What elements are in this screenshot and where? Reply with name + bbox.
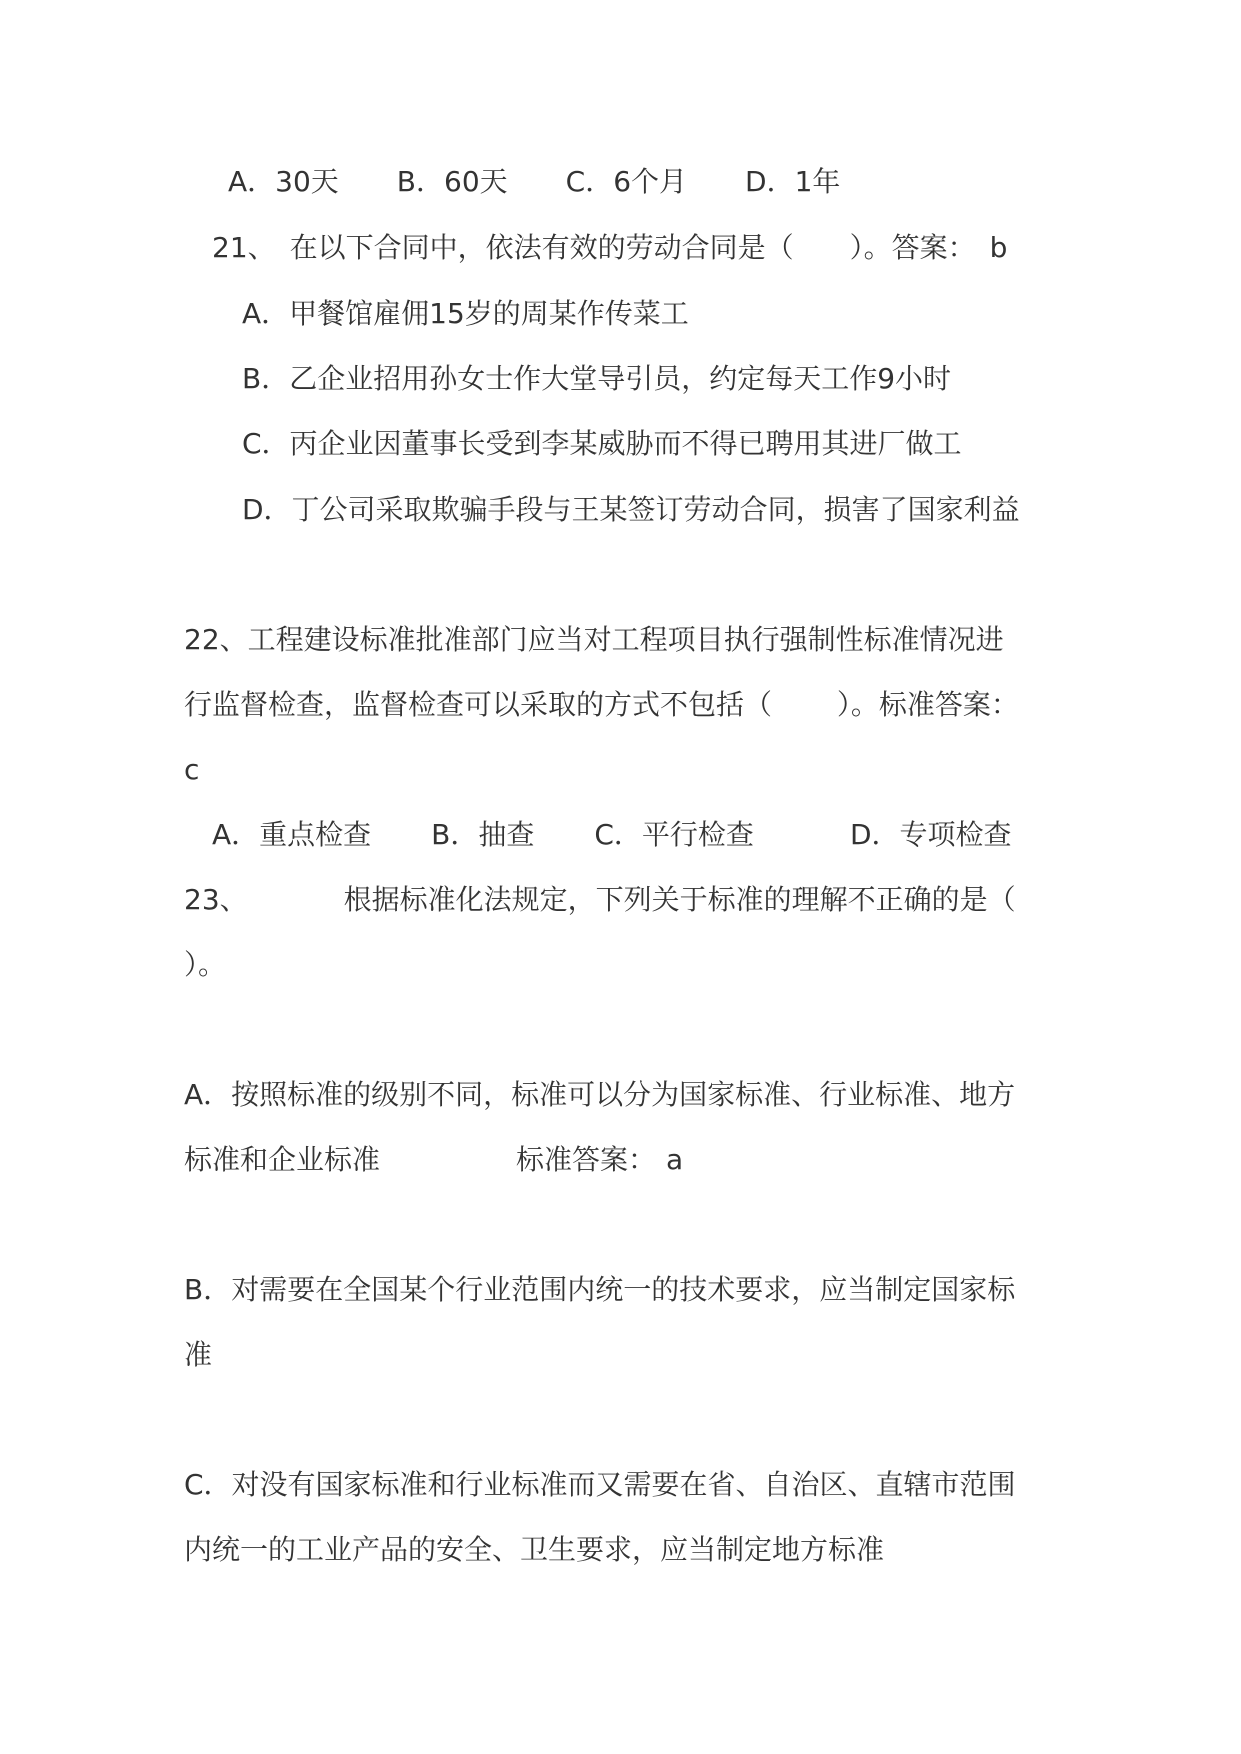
- q22-stem-line2: 行监督检查，监督检查可以采取的方式不包括（ ）。标准答案：: [184, 688, 1019, 721]
- q23-number: 23、: [184, 883, 248, 916]
- q23-option-a-text: 标准和企业标准: [184, 1143, 381, 1176]
- q21-option-d: D．丁公司采取欺骗手段与王某签订劳动合同，损害了国家利益: [242, 493, 1020, 526]
- q21-answer: b: [989, 231, 1008, 264]
- q23-answer-label: 标准答案：: [516, 1143, 657, 1176]
- q22-answer: c: [184, 753, 200, 786]
- q23-option-b-line2: 准: [184, 1338, 213, 1371]
- q23-stem-end: ）。: [184, 948, 227, 981]
- q20-option-c: C．6个月: [565, 165, 688, 198]
- q22-stem-line1: 22、工程建设标准批准部门应当对工程项目执行强制性标准情况进: [184, 623, 1004, 656]
- q23-stem: [184, 880, 1016, 920]
- q22-option-a: A．重点检查: [212, 818, 372, 851]
- q21-stem-text: 在以下合同中，依法有效的劳动合同是（ ）。答案：: [289, 231, 976, 264]
- q23-option-c-line1: C．对没有国家标准和行业标准而又需要在省、自治区、直辖市范围: [184, 1468, 1016, 1501]
- q20-option-d: D．1年: [745, 165, 841, 198]
- q23-option-b-line1: B．对需要在全国某个行业范围内统一的技术要求，应当制定国家标: [184, 1273, 1016, 1306]
- q22-option-d: D．专项检查: [849, 818, 1012, 851]
- q21-option-b: B．乙企业招用孙女士作大堂导引员，约定每天工作9小时: [242, 362, 952, 395]
- q21-option-a: A．甲餐馆雇佣15岁的周某作传菜工: [242, 297, 689, 330]
- q21-number: 21、: [212, 231, 276, 264]
- q23-stem-text: 根据标准化法规定，下列关于标准的理解不正确的是（: [343, 883, 1016, 916]
- q23-option-c-line2: 内统一的工业产品的安全、卫生要求，应当制定地方标准: [184, 1533, 885, 1566]
- q21-option-c: C．丙企业因董事长受到李某威胁而不得已聘用其进厂做工: [242, 427, 962, 460]
- q23-option-a-line1: A．按照标准的级别不同，标准可以分为国家标准、行业标准、地方: [184, 1078, 1016, 1111]
- q22-options-row: [212, 815, 1012, 855]
- q20-options-row: [228, 162, 840, 202]
- q20-option-b: B．60天: [396, 165, 508, 198]
- q20-option-a: A．30天: [228, 165, 339, 198]
- q22-option-c: C．平行检查: [594, 818, 754, 851]
- q23-answer: a: [666, 1143, 684, 1176]
- q22-option-b: B．抽查: [431, 818, 535, 851]
- q23-option-a-line2: [184, 1140, 683, 1180]
- q21-stem: [212, 228, 1007, 268]
